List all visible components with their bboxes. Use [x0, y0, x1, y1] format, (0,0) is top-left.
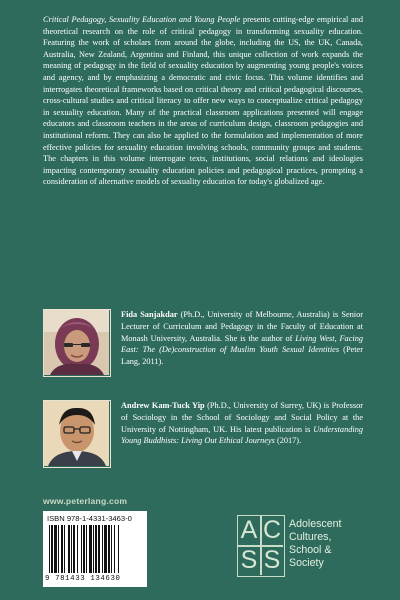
author-name: Fida Sanjakdar — [121, 310, 178, 319]
series-name-line: Society — [289, 557, 324, 569]
author-credentials: (Ph.D., University of Melbourne, Australia) is Senior Lecturer of Curriculum and Pedagogy in the Faculty of Education at Monash University, Australia. She is the author of — [121, 310, 363, 343]
logo-letter-s: S — [240, 546, 258, 574]
back-cover-blurb — [43, 14, 363, 188]
author-book-title: Understanding Young Buddhists: Living Out Ethical Journeys — [121, 424, 363, 446]
logo-divider-horizontal — [238, 545, 283, 547]
author-name: Andrew Kam-Tuck Yip — [121, 401, 205, 410]
isbn-barcode-box — [43, 511, 147, 587]
series-logo — [237, 515, 285, 577]
series-name-line: School & — [289, 544, 332, 556]
logo-letter-c: C — [262, 516, 282, 544]
book-title: Critical Pedagogy, Sexuality Education and Young People — [43, 15, 241, 24]
author-photo-andrew — [43, 400, 111, 468]
blurb-paragraph — [43, 14, 363, 188]
author-credentials: (Ph.D., University of Surrey, UK) is Professor of Sociology in the School of Sociology and Social Policy at the University of Nottingham, UK. His latest publication is — [121, 401, 363, 434]
series-name-line: Cultures, — [289, 531, 332, 543]
logo-letter-a: A — [240, 516, 258, 544]
barcode-image — [47, 525, 143, 575]
logo-letter-s-2: S — [263, 546, 281, 574]
isbn-label: ISBN 978-1-4331-3463-0 — [47, 514, 132, 523]
author-bio-andrew — [121, 400, 363, 447]
author-photo-fida — [43, 309, 111, 377]
series-name-line: Adolescent — [289, 518, 342, 530]
blurb-text: presents cutting-edge empirical and theoretical research on the role of critical pedagogy in transforming sexuality education. Featuring the work of scholars from around the globe, including the US, the UK, Canada, Australia, New Zealand, Argentina and Finland, this unique collection of work expands the meaning of pedagogy in the field of sexuality education by augmenting young people's voices and agency, and by emphasizing a democratic and civic focus. This volume identifies and interrogates theoretical frameworks based on critical theory and critical pedagogical discourses, cross-cultural studies and critical literacy to offer new ways to conceptualize critical pedagogy in sexuality education. Many of the practical classroom applications presented will engage educators and classroom teachers in the areas of curriculum design, classroom pedagogies and institutional reform. They can also be applied to the formulation and implementation of more effective policies for sexuality education involving schools, community groups and students. The chapters in this volume interrogate texts, institutions, social relations and ideologies impacting contemporary sexuality education policies and pedagogical practices, prompting a consideration of alternative models of sexuality education for today's globalized age. — [43, 15, 363, 187]
author-book-suffix: (2017). — [274, 436, 302, 446]
barcode-digits: 9 781433 134630 — [45, 575, 121, 583]
author-bio-fida — [121, 309, 363, 368]
series-name — [289, 518, 341, 570]
author-book-suffix: (Peter Lang, 2011). — [121, 345, 363, 367]
series-branding — [237, 515, 367, 589]
author-book-title: Living West, Facing East: The (De)construction of Muslim Youth Sexual Identities — [121, 333, 363, 355]
publisher-website[interactable]: www.peterlang.com — [43, 496, 128, 506]
